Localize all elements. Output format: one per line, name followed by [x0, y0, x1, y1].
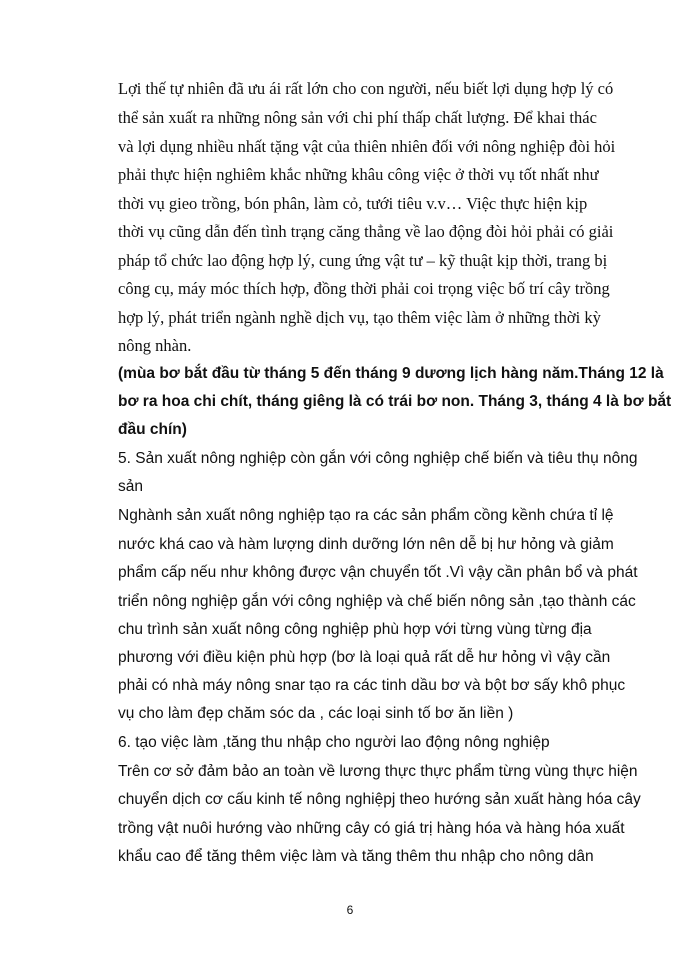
text-line: sản — [118, 478, 143, 495]
text-line: phẩm cấp nếu như không được vận chuyển tốt .Vì vậy cần phân bổ và phát — [118, 564, 638, 581]
page-number: 6 — [346, 903, 354, 917]
text-line: thời vụ cũng dẫn đến tình trạng căng thẳng về lao động đòi hỏi phải có giải — [118, 222, 614, 241]
text-line: chu trình sản xuất nông công nghiệp phù hợp với từng vùng từng địa — [118, 621, 592, 638]
text-line: và lợi dụng nhiều nhất tặng vật của thiên nhiên đối với nông nghiệp đòi hỏi — [118, 137, 616, 156]
text-line: 5. Sản xuất nông nghiệp còn gắn với công nghiệp chế biến và tiêu thụ nông — [118, 450, 638, 467]
text-line: hợp lý, phát triển ngành nghề dịch vụ, tạo thêm việc làm ở những thời kỳ — [118, 308, 601, 327]
text-line: Nghành sản xuất nông nghiệp tạo ra các sản phẩm cồng kềnh chứa tỉ lệ — [118, 507, 614, 524]
text-line: phương với điều kiện phù hợp (bơ là loại quả rất dễ hư hỏng vì vậy cần — [118, 649, 611, 666]
text-line: nước khá cao và hàm lượng dinh dưỡng lớn nên dễ bị hư hỏng và giảm — [118, 536, 614, 553]
text-line: công cụ, máy móc thích hợp, đồng thời phải coi trọng việc bố trí cây trồng — [118, 279, 610, 298]
text-line: triển nông nghiệp gắn với công nghiệp và chế biến nông sản ,tạo thành các — [118, 593, 636, 610]
text-line: chuyển dịch cơ cấu kinh tế nông nghiệpj theo hướng sản xuất hàng hóa cây — [118, 791, 641, 808]
text-line: đầu chín) — [118, 421, 187, 438]
text-line: khẩu cao để tăng thêm việc làm và tăng thêm thu nhập cho nông dân — [118, 848, 594, 865]
text-line: trồng vật nuôi hướng vào những cây có giá trị hàng hóa và hàng hóa xuất — [118, 820, 625, 837]
text-line: thời vụ gieo trồng, bón phân, làm cỏ, tưới tiêu v.v… Việc thực hiện kịp — [118, 194, 588, 213]
text-line: 6. tạo việc làm ,tăng thu nhập cho người lao động nông nghiệp — [118, 734, 550, 751]
text-line: Lợi thế tự nhiên đã ưu ái rất lớn cho con người, nếu biết lợi dụng hợp lý có — [118, 79, 614, 98]
text-line: bơ ra hoa chi chít, tháng giêng là có trái bơ non. Tháng 3, tháng 4 là bơ bắt — [118, 393, 672, 410]
text-line: pháp tổ chức lao động hợp lý, cung ứng vật tư – kỹ thuật kịp thời, trang bị — [118, 251, 608, 270]
text-line: vụ cho làm đẹp chăm sóc da , các loại sinh tố bơ ăn liền ) — [118, 705, 514, 722]
text-line: phải có nhà máy nông snar tạo ra các tinh dầu bơ và bột bơ sấy khô phục — [118, 677, 626, 694]
text-line: Trên cơ sở đảm bảo an toàn về lương thực thực phẩm từng vùng thực hiện — [118, 763, 638, 780]
text-line: (mùa bơ bắt đầu từ tháng 5 đến tháng 9 dương lịch hàng năm.Tháng 12 là — [118, 365, 664, 382]
text-line: thể sản xuất ra những nông sản với chi phí thấp chất lượng. Để khai thác — [118, 108, 597, 127]
text-line: nông nhàn. — [118, 336, 192, 355]
text-line: phải thực hiện nghiêm khắc những khâu công việc ở thời vụ tốt nhất như — [118, 165, 599, 184]
